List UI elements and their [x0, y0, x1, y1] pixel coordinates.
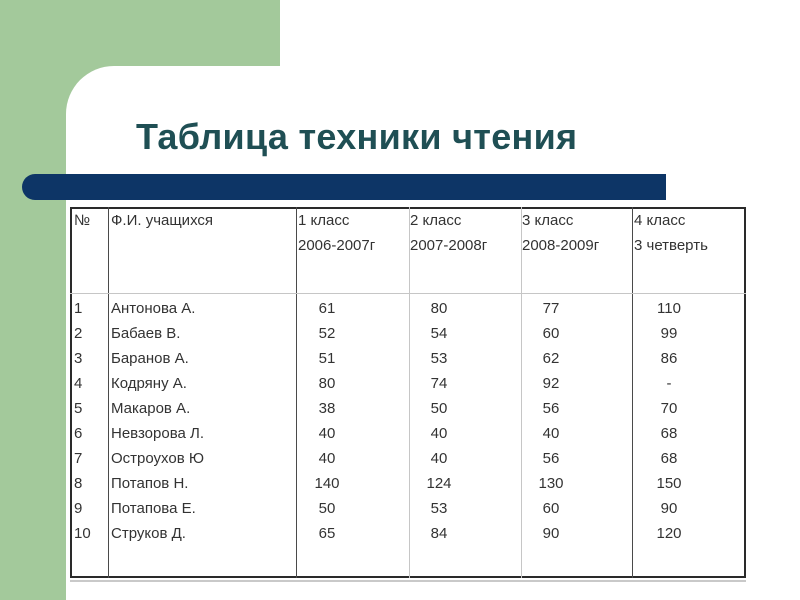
row-name: Бабаев В.: [111, 325, 181, 342]
row-name: Макаров А.: [111, 400, 191, 417]
row-name: Потапов Н.: [111, 475, 189, 492]
row-class-1-value: 40: [318, 425, 336, 442]
header-name: Ф.И. учащихся: [111, 212, 214, 229]
row-class-3-value: 77: [542, 300, 560, 317]
row-class-4-value: 150: [656, 475, 682, 492]
row-class-4-value: 70: [660, 400, 678, 417]
column-divider-c3: [632, 207, 633, 578]
row-num: 9: [74, 500, 83, 517]
column-divider-c1: [409, 207, 410, 578]
header-class-1-years: 2006-2007г: [298, 237, 376, 254]
header-class-2-years: 2007-2008г: [410, 237, 488, 254]
row-class-3-value: 90: [542, 525, 560, 542]
row-num: 8: [74, 475, 83, 492]
row-class-2-value: 74: [430, 375, 448, 392]
row-num: 2: [74, 325, 83, 342]
row-class-1-value: 52: [318, 325, 336, 342]
row-class-1-value: 40: [318, 450, 336, 467]
table-bottom-line: [70, 580, 746, 582]
row-name: Кодряну А.: [111, 375, 187, 392]
row-num: 3: [74, 350, 83, 367]
row-name: Невзорова Л.: [111, 425, 205, 442]
row-class-1-value: 61: [318, 300, 336, 317]
row-num: 6: [74, 425, 83, 442]
column-divider-name: [296, 207, 297, 578]
row-name: Струков Д.: [111, 525, 186, 542]
row-class-1-value: 51: [318, 350, 336, 367]
row-class-4-value: -: [666, 375, 672, 392]
row-class-1-value: 50: [318, 500, 336, 517]
row-class-4-value: 90: [660, 500, 678, 517]
header-class-1: [298, 208, 375, 258]
row-class-1-value: 80: [318, 375, 336, 392]
row-num: 4: [74, 375, 83, 392]
row-class-4-value: 68: [660, 425, 678, 442]
header-class-3: [522, 208, 599, 258]
row-class-4-value: 99: [660, 325, 678, 342]
row-class-2-value: 84: [430, 525, 448, 542]
row-class-2-value: 50: [430, 400, 448, 417]
row-class-3-value: 62: [542, 350, 560, 367]
row-class-2-value: 40: [430, 425, 448, 442]
header-class-4-quarter: 3 четверть: [634, 237, 708, 254]
header-class-3-label: 3 класс: [522, 212, 574, 229]
row-class-1-value: 65: [318, 525, 336, 542]
row-class-3-value: 130: [538, 475, 564, 492]
row-class-2-value: 53: [430, 350, 448, 367]
row-class-1-value: 140: [314, 475, 340, 492]
row-num: 5: [74, 400, 83, 417]
row-class-3-value: 56: [542, 400, 560, 417]
row-name: Баранов А.: [111, 350, 189, 367]
row-class-3-value: 56: [542, 450, 560, 467]
row-name: Потапова Е.: [111, 500, 196, 517]
row-class-4-value: 86: [660, 350, 678, 367]
row-class-2-value: 53: [430, 500, 448, 517]
row-num: 10: [74, 525, 91, 542]
row-class-4-value: 110: [657, 300, 681, 317]
header-divider: [70, 293, 746, 294]
row-class-2-value: 80: [430, 300, 448, 317]
header-class-3-years: 2008-2009г: [522, 237, 600, 254]
row-class-2-value: 40: [430, 450, 448, 467]
column-divider-num: [108, 207, 109, 578]
row-class-3-value: 60: [542, 500, 560, 517]
row-class-4-value: 120: [656, 525, 682, 542]
header-class-4-label: 4 класс: [634, 212, 686, 229]
header-class-1-label: 1 класс: [298, 212, 350, 229]
row-class-2-value: 54: [430, 325, 448, 342]
header-class-4: [634, 208, 708, 258]
row-num: 7: [74, 450, 83, 467]
row-class-2-value: 124: [426, 475, 452, 492]
row-class-3-value: 92: [542, 375, 560, 392]
title-underline-bar: [22, 174, 666, 200]
row-name: Остроухов Ю: [111, 450, 205, 467]
header-class-2-label: 2 класс: [410, 212, 462, 229]
column-divider-c2: [521, 207, 522, 578]
row-class-3-value: 40: [542, 425, 560, 442]
slide-title: Таблица техники чтения: [136, 116, 578, 157]
row-num: 1: [74, 300, 83, 317]
header-class-2: [410, 208, 487, 258]
row-class-1-value: 38: [318, 400, 336, 417]
row-class-3-value: 60: [542, 325, 560, 342]
row-class-4-value: 68: [660, 450, 678, 467]
header-num: №: [74, 212, 91, 229]
row-name: Антонова А.: [111, 300, 196, 317]
